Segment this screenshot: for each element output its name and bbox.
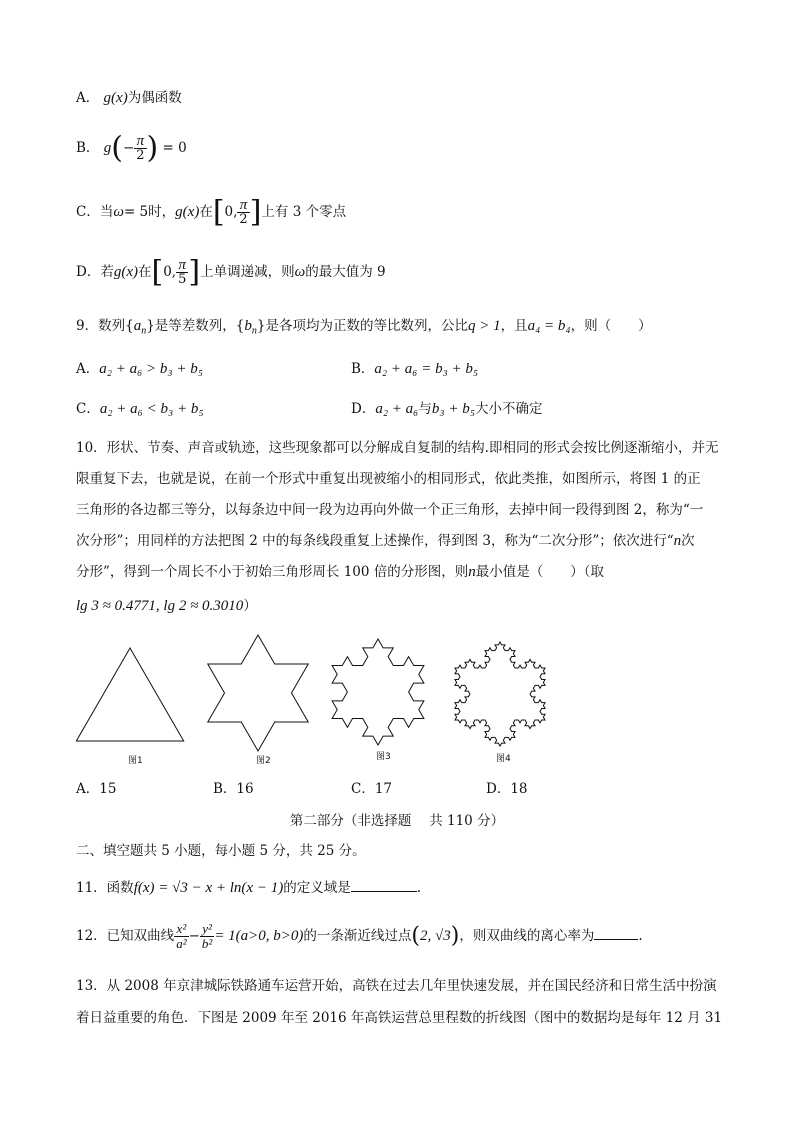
figure-label: 图2 (256, 756, 271, 766)
q10-line: 三角形的各边都三等分，以每条边中间一段为边再向外做一个正三角形，去掉中间一段得到图 2，称为“一 (76, 502, 704, 518)
fig1-outline (76, 648, 183, 741)
q8-option-c: C．当ω= 5时，g(x)在[0, $\frac{\pi}{2}$ ]上有 3 个零点 (76, 194, 347, 230)
fractal-figures (76, 630, 726, 770)
function-name: g (103, 140, 112, 156)
option-text: 为偶函数 (127, 90, 182, 106)
option-letter: B． (76, 140, 100, 156)
fraction: $\frac{\pi}{2}$ (239, 197, 248, 227)
figure-label: 图1 (128, 756, 143, 766)
q13-line: 13．从 2008 年京津城际铁路通车运营开始，高铁在过去几年里快速发展，并在国民经济和日常生活中扮演 (76, 978, 717, 994)
answer-blank[interactable] (594, 925, 638, 940)
figure-1-triangle (76, 648, 183, 741)
fraction: $\frac{\pi}{5}$ (178, 257, 187, 287)
figure-label: 图4 (496, 754, 511, 764)
option-letter: A． (76, 90, 100, 106)
ratio-condition: q > 1 (467, 318, 501, 334)
option-letter: D．若 (76, 264, 114, 280)
q9-stem: 9．数列$\{a_n\}$是等差数列，$\{b_n\}$是各项均为正数的等比数列，公比q > 1，且a₄ = b₄，则（ ） (76, 318, 652, 337)
figure-3-koch (332, 639, 424, 745)
q10-option-a: A．15 (76, 781, 117, 797)
q12-stem: 12．已知双曲线 $\frac{\text{x²}}{\text{a²}}$ − $\frac{\text{y²}}{\text{b²}}$ = 1(a>0, b>0)的一条渐近线过点(2, √3)，则双曲线的离心率为 . (76, 921, 643, 951)
q9-option-b: B．a₂ + a₆ = b₃ + b₅ (351, 361, 479, 377)
equality-condition: a₄ = b₄ (527, 318, 571, 334)
figure-4-koch (455, 642, 545, 746)
omega-symbol: ω (113, 204, 124, 220)
q10-option-d: D．18 (486, 781, 528, 797)
q13-line: 着日益重要的角色．下图是 2009 年至 2016 年高铁运营总里程数的折线图（图中的数据均是每年 12 月 31 (76, 1010, 723, 1026)
q9-option-d: D．a₂ + a₆与b₃ + b₅大小不确定 (351, 401, 543, 417)
fig3-outline (332, 639, 424, 745)
q10-line: 限重复下去，也就是说，在前一个形式中重复出现被缩小的相同形式，依此类推，如图所示，将图 1 的正 (76, 471, 701, 487)
fig4-outline (455, 642, 545, 746)
function-name: g (103, 90, 112, 106)
q8-option-a: A． g(x)为偶函数 (76, 90, 182, 106)
fractal-svg (76, 630, 726, 770)
q9-option-c: C．a₂ + a₆ < b₃ + b₅ (76, 401, 204, 417)
function-arg: x (116, 90, 123, 106)
q10-line: 分形”，得到一个周长不小于初始三角形周长 100 倍的分形图，则n最小值是（ ）（取 (76, 564, 605, 580)
q10-option-c: C．17 (351, 781, 393, 797)
figure-label: 图3 (376, 752, 391, 762)
figure-2-koch (208, 635, 308, 751)
part-two-title: 第二部分（非选择题 共 110 分） (289, 813, 505, 829)
q10-option-b: B．16 (213, 781, 254, 797)
fraction: $\frac{\pi}{2}$ (136, 133, 145, 163)
fraction-x2-a2: $\frac{\text{x²}}{\text{a²}}$ (176, 921, 187, 951)
option-text: = 0 (162, 140, 187, 156)
q8-option-d: D．若g(x)在[0, $\frac{\pi}{5}$ ]上单调递减，则ω的最大值为 9 (76, 254, 386, 290)
fraction-y2-b2: $\frac{\text{y²}}{\text{b²}}$ (201, 921, 213, 951)
q11-stem: 11．函数f(x) = √3 − x + ln(x − 1)的定义域是 . (76, 877, 421, 898)
function-expression: f(x) = √3 − x + ln(x − 1) (133, 880, 284, 896)
q10-line: 次分形”；用同样的方法把图 2 中的每条线段重复上述操作，得到图 3，称为“二次分形”；依次进行“n次 (76, 533, 695, 549)
q8-option-b: B． g(− $\frac{\pi}{2}$ ) = 0 (76, 130, 187, 166)
q9-option-a: A．a₂ + a₆ > b₃ + b₅ (76, 361, 203, 377)
section-heading: 二、填空题共 5 小题，每小题 5 分，共 25 分。 (76, 843, 366, 859)
fig2-outline (208, 635, 308, 751)
q10-log-values: lg 3 ≈ 0.4771, lg 2 ≈ 0.3010） (76, 598, 257, 614)
q10-line: 10．形状、节奏、声音或轨迹，这些现象都可以分解成自复制的结构.即相同的形式会按比例逐渐缩小，并无 (76, 440, 719, 456)
option-letter: C．当 (76, 204, 114, 220)
answer-blank[interactable] (351, 877, 417, 892)
